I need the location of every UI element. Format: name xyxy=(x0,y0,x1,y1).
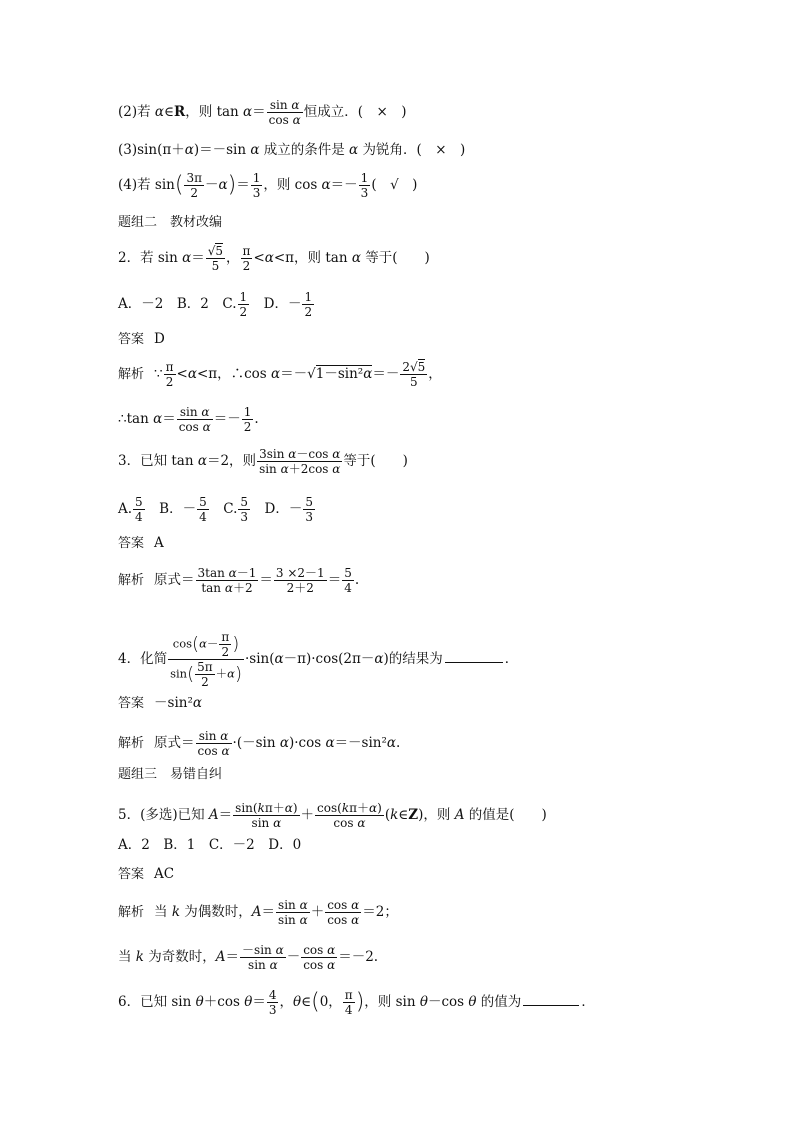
analysis-label: 解析 xyxy=(118,367,145,382)
problem-3-answer xyxy=(118,534,164,553)
q1-item-2: (2)若 α∈R，则 tan α＝ $\frac{\text{sin α}}{\text{cos α}}$ 恒成立．( × ) xyxy=(118,98,407,127)
answer-label: 答案 xyxy=(118,867,145,882)
answer-label: 答案 xyxy=(118,696,145,711)
problem-2-stem: 2．若 sin α＝ $\frac{√5}{5}$ ， $\frac{\pi}{2}$ <α<π，则 tan α 等于( ) xyxy=(118,244,430,273)
problem-3-options: A. $\frac{5}{4}$ B．－ $\frac{5}{4}$ C. $\frac{5}{3}$ D．－ $\frac{5}{3}$ xyxy=(118,495,313,524)
group-3-title: 题组三 易错自纠 xyxy=(118,767,223,782)
problem-5-analysis-2: 当 k 为奇数时，A＝ $\frac{\text{－sin α}}{\text{sin α}}$ － $\frac{\text{cos α}}{\text{cos α}}$ ＝－2. xyxy=(118,943,379,972)
problem-2-options: A．－2 B．2 C. $\frac{1}{2}$ D．－ $\frac{1}{2}$ xyxy=(118,290,313,319)
problem-4-answer: 答案 －sin²α xyxy=(118,695,202,711)
problem-3-stem: 3．已知 tan α＝2，则 $\frac{\text{3sin α－cos α}}{\text{sin α＋2cos α}}$ 等于( ) xyxy=(118,447,408,476)
problem-2-analysis-1: 解析 ∵ $\frac{\pi}{2}$ <α<π，∴cos α＝－√1－sin²α＝－ $\frac{2√5}{5}$ ， xyxy=(118,360,442,389)
problem-5-answer xyxy=(118,865,174,884)
q1-item-4: (4)若 sin( $\frac{3\pi}{2}$ －α)＝ $\frac{1}{3}$ ，则 cos α＝－ $\frac{1}{3}$ ( √ ) xyxy=(118,171,418,200)
analysis-label: 解析 xyxy=(118,905,145,920)
answer-label: 答案 xyxy=(118,332,145,347)
problem-5-options: A．2 B．1 C．－2 D．0 xyxy=(118,837,302,853)
problem-2-analysis-2: ∴tan α＝ $\frac{\text{sin α}}{\text{cos α}}$ ＝－ $\frac{1}{2}$ . xyxy=(118,405,259,434)
problem-2-answer xyxy=(118,330,165,349)
answer-value: D xyxy=(154,331,165,347)
group-2-title: 题组二 教材改编 xyxy=(118,215,223,230)
analysis-label: 解析 xyxy=(118,573,145,588)
answer-value: AC xyxy=(154,866,175,882)
answer-value: A xyxy=(154,535,164,551)
problem-5-analysis-1: 解析 当 k 为偶数时，A＝ $\frac{\text{sin α}}{\text{sin α}}$ ＋ $\frac{\text{cos α}}{\text{cos α}}$ ＝2； xyxy=(118,898,398,927)
problem-3-analysis: 解析 原式＝ $\frac{\text{3tan α－1}}{\text{tan α＋2}}$ ＝ $\frac{3 \times 2-1}{2+2}$ ＝ $\frac{5}{4}$ . xyxy=(118,566,360,595)
problem-5-stem: 5．(多选)已知 A＝ $\frac{\sin(k\pi+\alpha)}{\text{sin α}}$ ＋ $\frac{\cos(k\pi+\alpha)}{\text{cos α}}$ (k∈Z)，则 A 的值是( ) xyxy=(118,801,547,830)
q1-item-3: (3)sin(π＋α)＝－sin α 成立的条件是 α 为锐角．( × ) xyxy=(118,142,466,158)
answer-label: 答案 xyxy=(118,536,145,551)
problem-4-stem: 4．化简 cos(α－ $\frac{\pi}{2}$ ) sin( $\frac{5\pi}{2}$ ＋α) ·sin(α－π)·cos(2π－α)的结果为 ． xyxy=(118,630,519,689)
problem-6-stem: 6．已知 sin θ＋cos θ＝ $\frac{4}{3}$ ，θ∈(0， $\frac{\pi}{4}$ )，则 sin θ－cos θ 的值为 ． xyxy=(118,988,595,1017)
analysis-label: 解析 xyxy=(118,736,145,751)
problem-4-analysis: 解析 原式＝ $\frac{\text{sin α}}{\text{cos α}}$ ·(－sin α)·cos α＝－sin²α. xyxy=(118,729,401,758)
